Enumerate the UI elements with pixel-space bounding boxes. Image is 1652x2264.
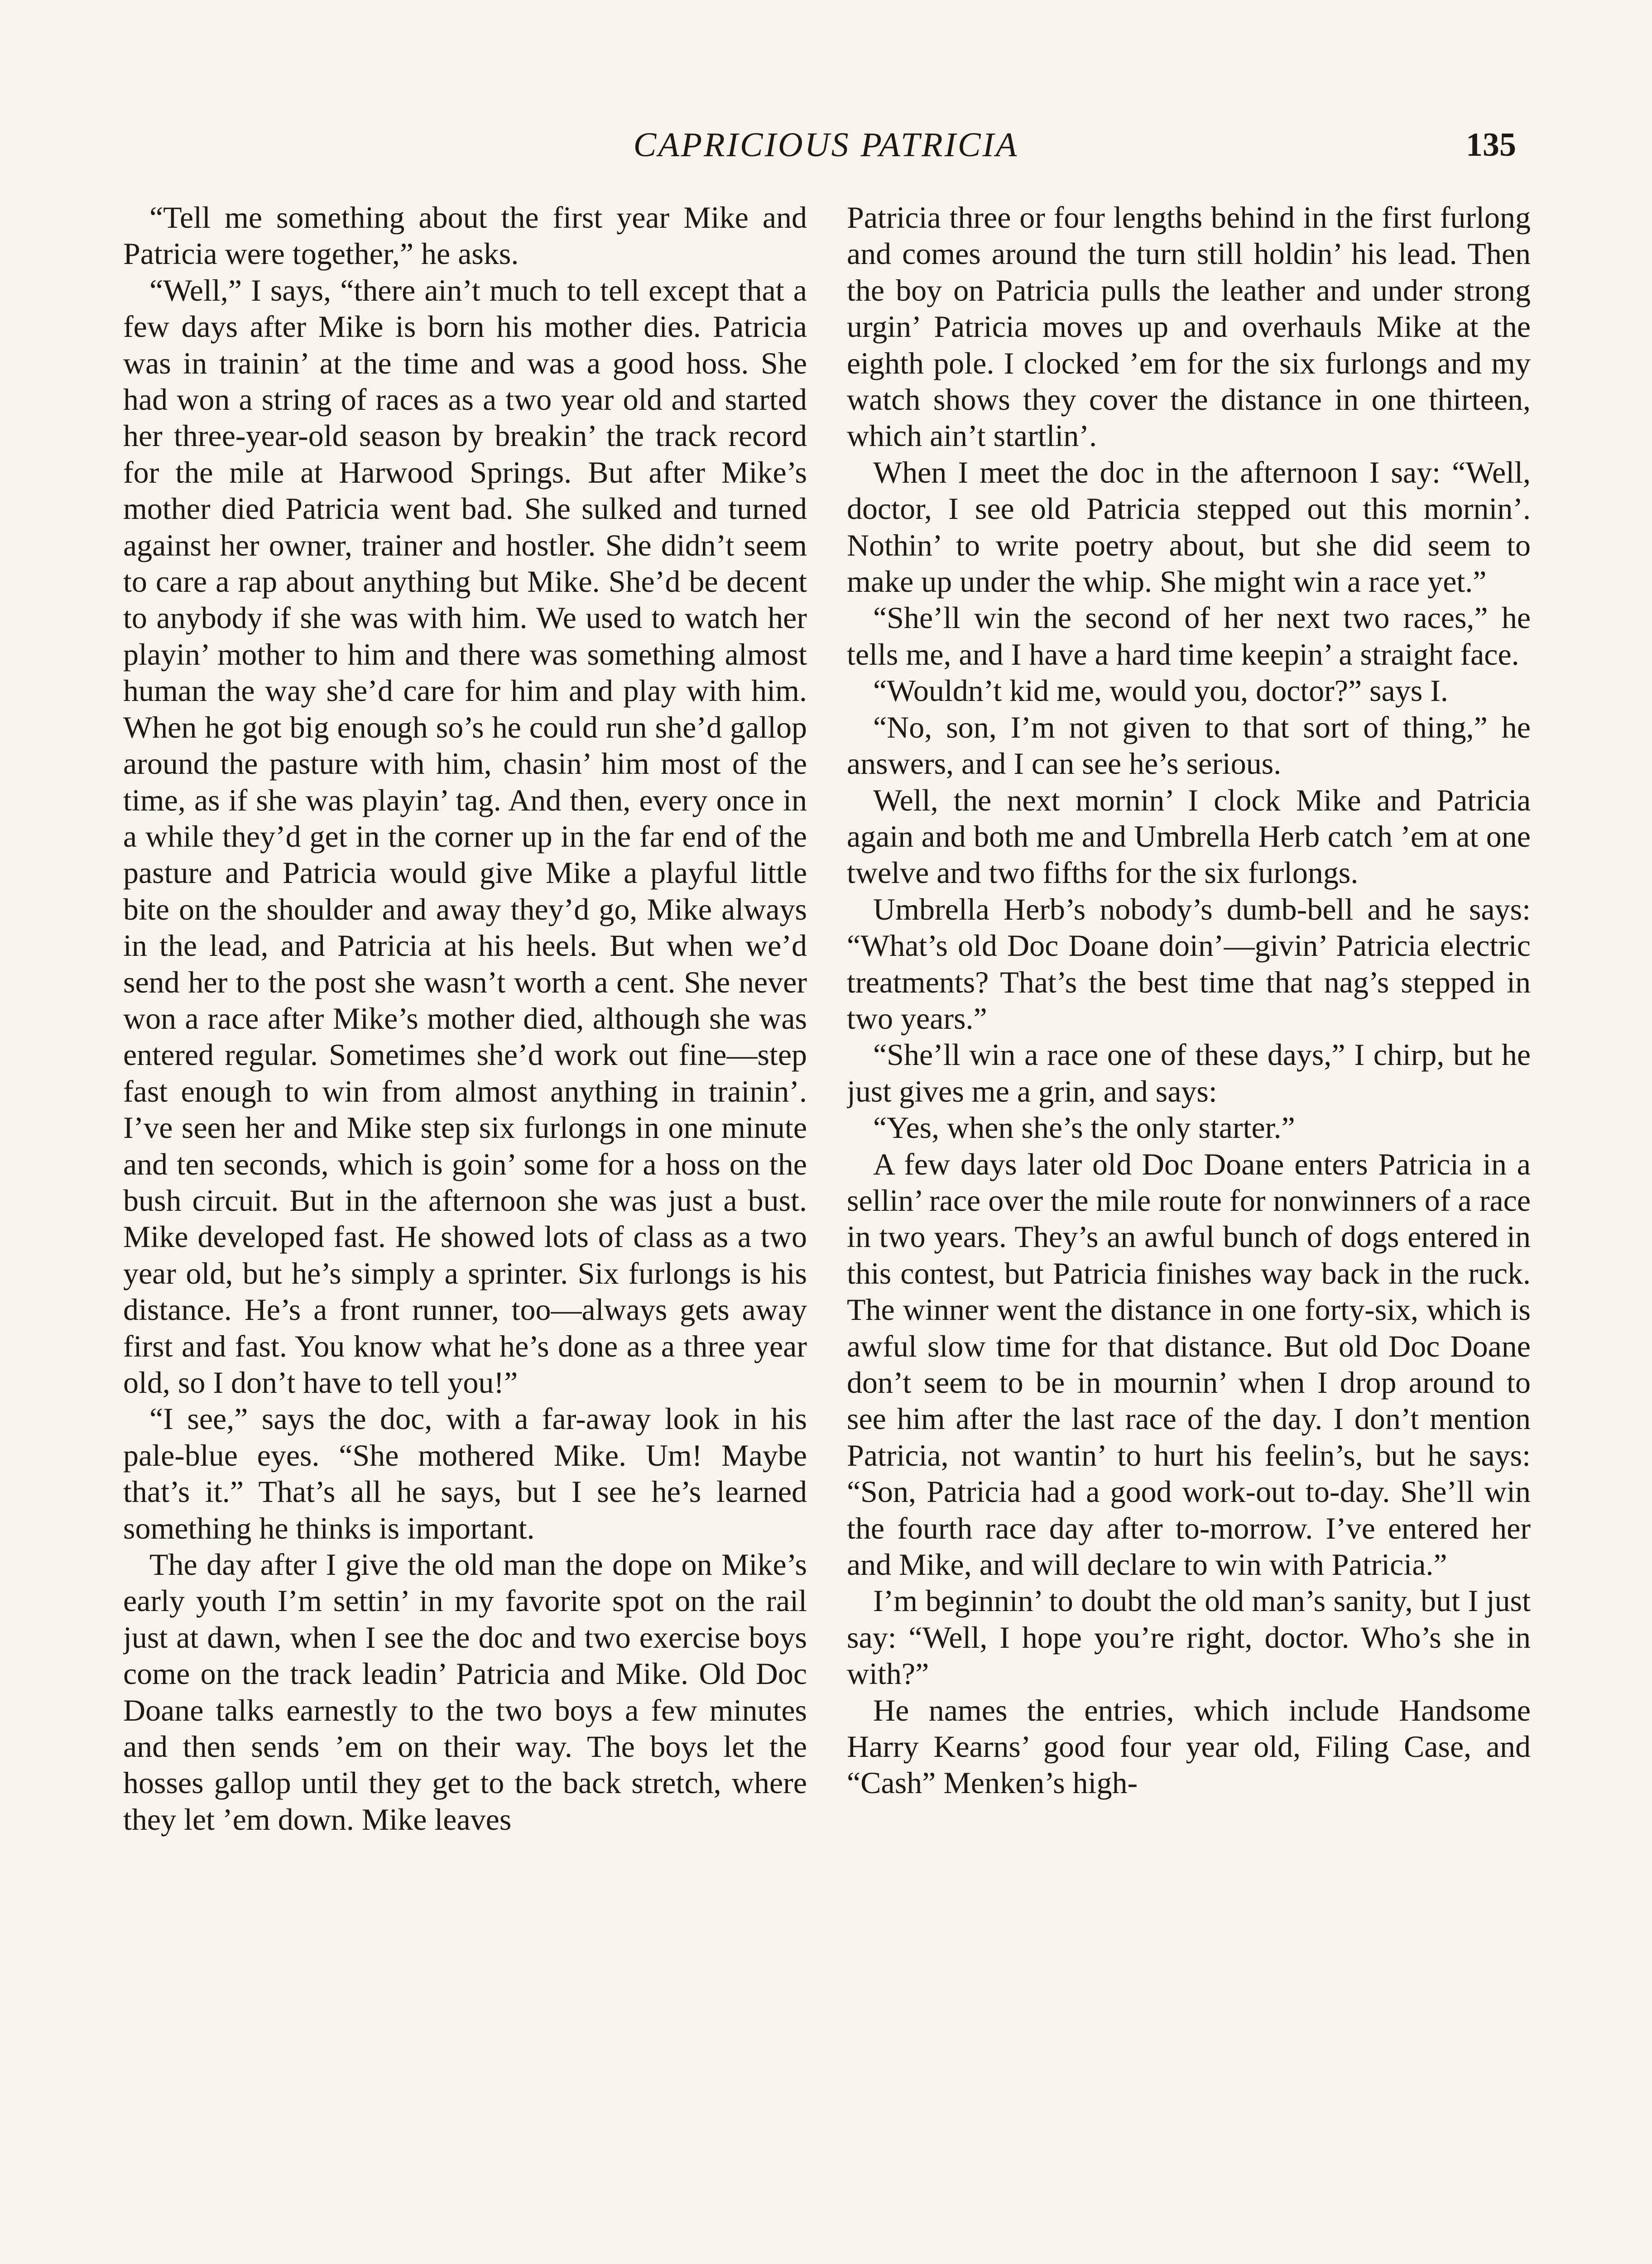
- paragraph: “She’ll win the second of her next two races,” he tells me, and I have a hard time keepin’ a straight face.: [847, 600, 1531, 672]
- left-column: [123, 199, 807, 2264]
- paragraph: Umbrella Herb’s nobody’s dumb-bell and he says: “What’s old Doc Doane doin’—givin’ Patricia electric treatments? That’s the best time that nag’s stepped in two years.”: [847, 892, 1531, 1036]
- paragraph: “Well,” I says, “there ain’t much to tell except that a few days after Mike is born his mother dies. Patricia was in trainin’ at the time and was a good hoss. She had won a string of races as a two year old and started her three-year-old season by breakin’ the track record for the mile at Harwood Springs. But after Mike’s mother died Patricia went bad. She sulked and turned against her owner, trainer and hostler. She didn’t seem to care a rap about anything but Mike. She’d be decent to anybody if she was with him. We used to watch her playin’ mother to him and there was something almost human the way she’d care for him and play with him. When he got big enough so’s he could run she’d gallop around the pasture with him, chasin’ him most of the time, as if she was playin’ tag. And then, every once in a while they’d get in the corner up in the far end of the pasture and Patricia would give Mike a playful little bite on the shoulder and away they’d go, Mike always in the lead, and Patricia at his heels. But when we’d send her to the post she wasn’t worth a cent. She never won a race after Mike’s mother died, although she was entered regular. Sometimes she’d work out fine—step fast enough to win from almost anything in trainin’. I’ve seen her and Mike step six furlongs in one minute and ten seconds, which is goin’ some for a hoss on the bush circuit. But in the afternoon she was just a bust. Mike developed fast. He showed lots of class as a two year old, but he’s simply a sprinter. Six furlongs is his distance. He’s a front runner, too—always gets away first and fast. You know what he’s done as a three year old, so I don’t have to tell you!”: [123, 273, 807, 1400]
- paragraph: Patricia three or four lengths behind in the first furlong and comes around the turn still holdin’ his lead. Then the boy on Patricia pulls the leather and under strong urgin’ Patricia moves up and overhauls Mike at the eighth pole. I clocked ’em for the six furlongs and my watch shows they cover the distance in one thirteen, which ain’t startlin’.: [847, 200, 1531, 453]
- paragraph: “Wouldn’t kid me, would you, doctor?” says I.: [873, 673, 1448, 708]
- paragraph: Well, the next mornin’ I clock Mike and Patricia again and both me and Umbrella Herb catch ’em at one twelve and two fifths for the six furlongs.: [847, 782, 1531, 890]
- paragraph: A few days later old Doc Doane enters Patricia in a sellin’ race over the mile route for nonwinners of a race in two years. They’s an awful bunch of dogs entered in this contest, but Patricia finishes way back in the ruck. The winner went the distance in one forty-six, which is awful slow time for that distance. But old Doc Doane don’t seem to be in mournin’ when I drop around to see him after the last race of the day. I don’t mention Patricia, not wantin’ to hurt his feelin’s, but he says: “Son, Patricia had a good work-out to-day. She’ll win the fourth race day after to-morrow. I’ve entered her and Mike, and will declare to win with Patricia.”: [847, 1146, 1531, 1582]
- running-head: [0, 122, 1652, 172]
- paragraph: “She’ll win a race one of these days,” I chirp, but he just gives me a grin, and says:: [847, 1037, 1531, 1108]
- paragraph: “Tell me something about the first year Mike and Patricia were together,” he asks.: [123, 200, 807, 271]
- paragraph: “Yes, when she’s the only starter.”: [873, 1110, 1295, 1145]
- page-number: 135: [1466, 126, 1516, 163]
- paragraph: “No, son, I’m not given to that sort of thing,” he answers, and I can see he’s serious.: [847, 710, 1531, 781]
- right-column: [847, 199, 1531, 2264]
- paragraph: He names the entries, which include Handsome Harry Kearns’ good four year old, Filing Case, and “Cash” Menken’s high-: [847, 1693, 1531, 1800]
- paragraph: “I see,” says the doc, with a far-away look in his pale-blue eyes. “She mothered Mike. Um! Maybe that’s it.” That’s all he says, but I see he’s learned something he thinks is important.: [123, 1401, 807, 1545]
- paragraph: When I meet the doc in the afternoon I say: “Well, doctor, I see old Patricia stepped out this mornin’. Nothin’ to write poetry about, but she did seem to make up under the whip. She might win a race yet.”: [847, 455, 1531, 599]
- paragraph: I’m beginnin’ to doubt the old man’s sanity, but I just say: “Well, I hope you’re right, doctor. Who’s she in with?”: [847, 1583, 1531, 1691]
- paragraph: The day after I give the old man the dope on Mike’s early youth I’m settin’ in my favorite spot on the rail just at dawn, when I see the doc and two exercise boys come on the track leadin’ Patricia and Mike. Old Doc Doane talks earnestly to the two boys a few minutes and then sends ’em on their way. The boys let the hosses gallop until they get to the back stretch, where they let ’em down. Mike leaves: [123, 1547, 807, 1837]
- running-title: CAPRICIOUS PATRICIA: [633, 126, 1019, 164]
